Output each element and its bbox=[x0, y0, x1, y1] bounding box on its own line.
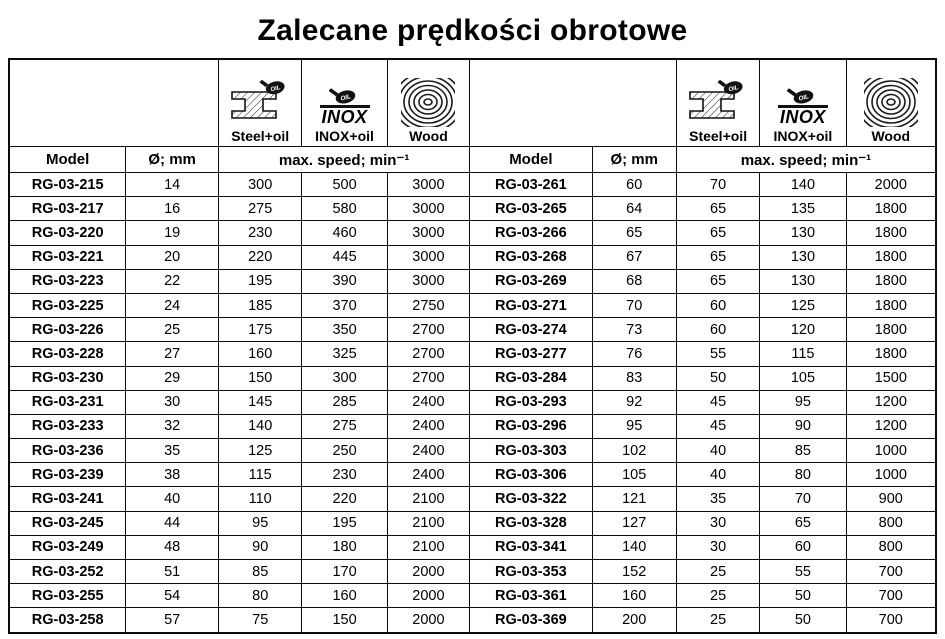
value-cell: 250 bbox=[302, 439, 387, 463]
value-cell: 900 bbox=[846, 487, 936, 511]
value-cell: 44 bbox=[126, 511, 219, 535]
value-cell: 90 bbox=[760, 414, 846, 438]
value-cell: 700 bbox=[846, 560, 936, 584]
value-cell: 1800 bbox=[846, 318, 936, 342]
value-cell: 65 bbox=[676, 245, 759, 269]
value-cell: 65 bbox=[676, 197, 759, 221]
model-cell: RG-03-277 bbox=[470, 342, 592, 366]
value-cell: 3000 bbox=[387, 197, 470, 221]
value-cell: 73 bbox=[592, 318, 676, 342]
table-row bbox=[9, 584, 936, 608]
table-row bbox=[9, 390, 936, 414]
value-cell: 2100 bbox=[387, 511, 470, 535]
table-row bbox=[9, 535, 936, 559]
value-cell: 800 bbox=[846, 511, 936, 535]
value-cell: 170 bbox=[302, 560, 387, 584]
model-cell: RG-03-255 bbox=[9, 584, 126, 608]
model-cell: RG-03-241 bbox=[9, 487, 126, 511]
model-cell: RG-03-361 bbox=[470, 584, 592, 608]
value-cell: 2400 bbox=[387, 439, 470, 463]
steel-oil-label: Steel+oil bbox=[231, 128, 290, 144]
table-row bbox=[9, 318, 936, 342]
value-cell: 130 bbox=[760, 221, 846, 245]
model-cell: RG-03-249 bbox=[9, 535, 126, 559]
value-cell: 1500 bbox=[846, 366, 936, 390]
table-row bbox=[9, 342, 936, 366]
value-cell: 105 bbox=[592, 463, 676, 487]
value-cell: 1800 bbox=[846, 342, 936, 366]
value-cell: 64 bbox=[592, 197, 676, 221]
value-cell: 150 bbox=[218, 366, 301, 390]
model-cell: RG-03-226 bbox=[9, 318, 126, 342]
table-row bbox=[9, 293, 936, 317]
steel-oil-header-cell bbox=[676, 59, 759, 147]
value-cell: 285 bbox=[302, 390, 387, 414]
column-header-row bbox=[9, 147, 936, 173]
inox-oil-header-cell bbox=[760, 59, 846, 147]
model-cell: RG-03-269 bbox=[470, 269, 592, 293]
value-cell: 460 bbox=[302, 221, 387, 245]
svg-text:OIL: OIL bbox=[339, 93, 352, 103]
value-cell: 2000 bbox=[387, 584, 470, 608]
value-cell: 24 bbox=[126, 293, 219, 317]
value-cell: 195 bbox=[218, 269, 301, 293]
model-cell: RG-03-245 bbox=[9, 511, 126, 535]
svg-text:OIL: OIL bbox=[728, 85, 740, 94]
model-cell: RG-03-217 bbox=[9, 197, 126, 221]
value-cell: 65 bbox=[592, 221, 676, 245]
value-cell: 25 bbox=[676, 560, 759, 584]
wood-icon bbox=[864, 78, 918, 127]
value-cell: 145 bbox=[218, 390, 301, 414]
value-cell: 65 bbox=[676, 269, 759, 293]
value-cell: 35 bbox=[126, 439, 219, 463]
value-cell: 70 bbox=[676, 173, 759, 197]
value-cell: 80 bbox=[218, 584, 301, 608]
value-cell: 3000 bbox=[387, 221, 470, 245]
value-cell: 1800 bbox=[846, 245, 936, 269]
value-cell: 121 bbox=[592, 487, 676, 511]
value-cell: 60 bbox=[676, 318, 759, 342]
value-cell: 40 bbox=[126, 487, 219, 511]
value-cell: 300 bbox=[302, 366, 387, 390]
steel-oil-icon bbox=[687, 75, 749, 127]
value-cell: 22 bbox=[126, 269, 219, 293]
value-cell: 800 bbox=[846, 535, 936, 559]
value-cell: 2000 bbox=[846, 173, 936, 197]
value-cell: 220 bbox=[218, 245, 301, 269]
value-cell: 195 bbox=[302, 511, 387, 535]
value-cell: 95 bbox=[218, 511, 301, 535]
value-cell: 55 bbox=[760, 560, 846, 584]
value-cell: 140 bbox=[592, 535, 676, 559]
value-cell: 2700 bbox=[387, 366, 470, 390]
table-row bbox=[9, 221, 936, 245]
value-cell: 83 bbox=[592, 366, 676, 390]
value-cell: 180 bbox=[302, 535, 387, 559]
wood-header-cell bbox=[846, 59, 936, 147]
max-speed-header: max. speed; min⁻¹ bbox=[218, 147, 469, 173]
value-cell: 160 bbox=[302, 584, 387, 608]
model-cell: RG-03-258 bbox=[9, 608, 126, 633]
value-cell: 67 bbox=[592, 245, 676, 269]
value-cell: 140 bbox=[218, 414, 301, 438]
value-cell: 45 bbox=[676, 414, 759, 438]
value-cell: 65 bbox=[760, 511, 846, 535]
value-cell: 65 bbox=[676, 221, 759, 245]
table-row bbox=[9, 197, 936, 221]
value-cell: 125 bbox=[218, 439, 301, 463]
value-cell: 70 bbox=[760, 487, 846, 511]
value-cell: 300 bbox=[218, 173, 301, 197]
value-cell: 120 bbox=[760, 318, 846, 342]
value-cell: 95 bbox=[592, 414, 676, 438]
value-cell: 3000 bbox=[387, 245, 470, 269]
value-cell: 50 bbox=[760, 608, 846, 633]
model-cell: RG-03-265 bbox=[470, 197, 592, 221]
value-cell: 25 bbox=[676, 584, 759, 608]
value-cell: 38 bbox=[126, 463, 219, 487]
table-row bbox=[9, 511, 936, 535]
model-cell: RG-03-225 bbox=[9, 293, 126, 317]
value-cell: 350 bbox=[302, 318, 387, 342]
model-cell: RG-03-271 bbox=[470, 293, 592, 317]
inox-logo: INOX bbox=[779, 107, 826, 128]
value-cell: 1000 bbox=[846, 439, 936, 463]
value-cell: 29 bbox=[126, 366, 219, 390]
value-cell: 2400 bbox=[387, 390, 470, 414]
value-cell: 325 bbox=[302, 342, 387, 366]
blank-header-cell bbox=[470, 59, 677, 147]
value-cell: 500 bbox=[302, 173, 387, 197]
value-cell: 54 bbox=[126, 584, 219, 608]
value-cell: 80 bbox=[760, 463, 846, 487]
value-cell: 127 bbox=[592, 511, 676, 535]
value-cell: 700 bbox=[846, 608, 936, 633]
value-cell: 175 bbox=[218, 318, 301, 342]
model-cell: RG-03-341 bbox=[470, 535, 592, 559]
inox-oil-label: INOX+oil bbox=[773, 128, 833, 144]
value-cell: 2400 bbox=[387, 414, 470, 438]
model-header: Model bbox=[470, 147, 592, 173]
value-cell: 50 bbox=[760, 584, 846, 608]
value-cell: 50 bbox=[676, 366, 759, 390]
steel-oil-icon bbox=[229, 75, 291, 127]
value-cell: 1200 bbox=[846, 414, 936, 438]
model-cell: RG-03-266 bbox=[470, 221, 592, 245]
value-cell: 19 bbox=[126, 221, 219, 245]
table-row bbox=[9, 463, 936, 487]
model-cell: RG-03-353 bbox=[470, 560, 592, 584]
value-cell: 27 bbox=[126, 342, 219, 366]
model-cell: RG-03-228 bbox=[9, 342, 126, 366]
value-cell: 2100 bbox=[387, 535, 470, 559]
model-cell: RG-03-221 bbox=[9, 245, 126, 269]
value-cell: 700 bbox=[846, 584, 936, 608]
value-cell: 95 bbox=[760, 390, 846, 414]
inox-logo: INOX bbox=[321, 107, 368, 128]
inox-oil-label: INOX+oil bbox=[315, 128, 374, 144]
value-cell: 275 bbox=[302, 414, 387, 438]
model-cell: RG-03-220 bbox=[9, 221, 126, 245]
value-cell: 1800 bbox=[846, 293, 936, 317]
model-cell: RG-03-293 bbox=[470, 390, 592, 414]
model-cell: RG-03-236 bbox=[9, 439, 126, 463]
max-speed-header: max. speed; min⁻¹ bbox=[676, 147, 936, 173]
value-cell: 2700 bbox=[387, 318, 470, 342]
model-cell: RG-03-322 bbox=[470, 487, 592, 511]
value-cell: 130 bbox=[760, 245, 846, 269]
value-cell: 140 bbox=[760, 173, 846, 197]
svg-text:OIL: OIL bbox=[797, 93, 810, 103]
value-cell: 48 bbox=[126, 535, 219, 559]
value-cell: 85 bbox=[760, 439, 846, 463]
speed-table bbox=[8, 58, 937, 634]
value-cell: 580 bbox=[302, 197, 387, 221]
value-cell: 68 bbox=[592, 269, 676, 293]
model-cell: RG-03-261 bbox=[470, 173, 592, 197]
wood-label: Wood bbox=[871, 128, 911, 144]
value-cell: 102 bbox=[592, 439, 676, 463]
value-cell: 2400 bbox=[387, 463, 470, 487]
value-cell: 55 bbox=[676, 342, 759, 366]
model-cell: RG-03-230 bbox=[9, 366, 126, 390]
value-cell: 14 bbox=[126, 173, 219, 197]
value-cell: 150 bbox=[302, 608, 387, 633]
diameter-header: Ø; mm bbox=[592, 147, 676, 173]
value-cell: 152 bbox=[592, 560, 676, 584]
table-row bbox=[9, 487, 936, 511]
value-cell: 1800 bbox=[846, 269, 936, 293]
value-cell: 390 bbox=[302, 269, 387, 293]
value-cell: 110 bbox=[218, 487, 301, 511]
value-cell: 90 bbox=[218, 535, 301, 559]
model-cell: RG-03-274 bbox=[470, 318, 592, 342]
model-cell: RG-03-296 bbox=[470, 414, 592, 438]
value-cell: 185 bbox=[218, 293, 301, 317]
value-cell: 445 bbox=[302, 245, 387, 269]
value-cell: 115 bbox=[218, 463, 301, 487]
model-cell: RG-03-239 bbox=[9, 463, 126, 487]
value-cell: 85 bbox=[218, 560, 301, 584]
wood-label: Wood bbox=[409, 128, 448, 144]
value-cell: 3000 bbox=[387, 269, 470, 293]
value-cell: 230 bbox=[218, 221, 301, 245]
value-cell: 115 bbox=[760, 342, 846, 366]
value-cell: 230 bbox=[302, 463, 387, 487]
value-cell: 130 bbox=[760, 269, 846, 293]
value-cell: 60 bbox=[760, 535, 846, 559]
value-cell: 160 bbox=[592, 584, 676, 608]
model-cell: RG-03-306 bbox=[470, 463, 592, 487]
value-cell: 57 bbox=[126, 608, 219, 633]
icon-header-row bbox=[9, 59, 936, 147]
value-cell: 135 bbox=[760, 197, 846, 221]
model-cell: RG-03-328 bbox=[470, 511, 592, 535]
svg-text:OIL: OIL bbox=[270, 85, 282, 94]
value-cell: 2000 bbox=[387, 560, 470, 584]
value-cell: 70 bbox=[592, 293, 676, 317]
table-body bbox=[9, 173, 936, 633]
table-row bbox=[9, 414, 936, 438]
model-cell: RG-03-223 bbox=[9, 269, 126, 293]
value-cell: 160 bbox=[218, 342, 301, 366]
value-cell: 2750 bbox=[387, 293, 470, 317]
model-cell: RG-03-215 bbox=[9, 173, 126, 197]
model-cell: RG-03-369 bbox=[470, 608, 592, 633]
steel-oil-label: Steel+oil bbox=[689, 128, 748, 144]
value-cell: 30 bbox=[676, 511, 759, 535]
model-cell: RG-03-303 bbox=[470, 439, 592, 463]
value-cell: 51 bbox=[126, 560, 219, 584]
table-row bbox=[9, 439, 936, 463]
model-cell: RG-03-284 bbox=[470, 366, 592, 390]
steel-oil-header-cell bbox=[218, 59, 301, 147]
value-cell: 60 bbox=[676, 293, 759, 317]
value-cell: 1800 bbox=[846, 197, 936, 221]
blank-header-cell bbox=[9, 59, 218, 147]
oil-can-icon bbox=[329, 85, 361, 106]
table-row bbox=[9, 245, 936, 269]
inox-oil-header-cell bbox=[302, 59, 387, 147]
value-cell: 2100 bbox=[387, 487, 470, 511]
oil-can-icon bbox=[787, 85, 819, 106]
value-cell: 30 bbox=[676, 535, 759, 559]
wood-header-cell bbox=[387, 59, 470, 147]
diameter-header: Ø; mm bbox=[126, 147, 219, 173]
value-cell: 125 bbox=[760, 293, 846, 317]
page-title: Zalecane prędkości obrotowe bbox=[257, 14, 688, 47]
value-cell: 275 bbox=[218, 197, 301, 221]
model-cell: RG-03-252 bbox=[9, 560, 126, 584]
value-cell: 200 bbox=[592, 608, 676, 633]
value-cell: 30 bbox=[126, 390, 219, 414]
value-cell: 220 bbox=[302, 487, 387, 511]
model-header: Model bbox=[9, 147, 126, 173]
wood-icon bbox=[401, 78, 455, 127]
value-cell: 45 bbox=[676, 390, 759, 414]
value-cell: 16 bbox=[126, 197, 219, 221]
model-cell: RG-03-231 bbox=[9, 390, 126, 414]
table-row bbox=[9, 560, 936, 584]
value-cell: 2000 bbox=[387, 608, 470, 633]
value-cell: 370 bbox=[302, 293, 387, 317]
table-row bbox=[9, 366, 936, 390]
model-cell: RG-03-268 bbox=[470, 245, 592, 269]
value-cell: 25 bbox=[126, 318, 219, 342]
value-cell: 25 bbox=[676, 608, 759, 633]
value-cell: 20 bbox=[126, 245, 219, 269]
value-cell: 92 bbox=[592, 390, 676, 414]
value-cell: 35 bbox=[676, 487, 759, 511]
value-cell: 76 bbox=[592, 342, 676, 366]
value-cell: 60 bbox=[592, 173, 676, 197]
value-cell: 105 bbox=[760, 366, 846, 390]
value-cell: 1200 bbox=[846, 390, 936, 414]
model-cell: RG-03-233 bbox=[9, 414, 126, 438]
table-row bbox=[9, 269, 936, 293]
value-cell: 75 bbox=[218, 608, 301, 633]
table-row bbox=[9, 173, 936, 197]
value-cell: 2700 bbox=[387, 342, 470, 366]
value-cell: 1800 bbox=[846, 221, 936, 245]
value-cell: 32 bbox=[126, 414, 219, 438]
value-cell: 40 bbox=[676, 463, 759, 487]
value-cell: 3000 bbox=[387, 173, 470, 197]
table-row bbox=[9, 608, 936, 633]
value-cell: 1000 bbox=[846, 463, 936, 487]
value-cell: 40 bbox=[676, 439, 759, 463]
